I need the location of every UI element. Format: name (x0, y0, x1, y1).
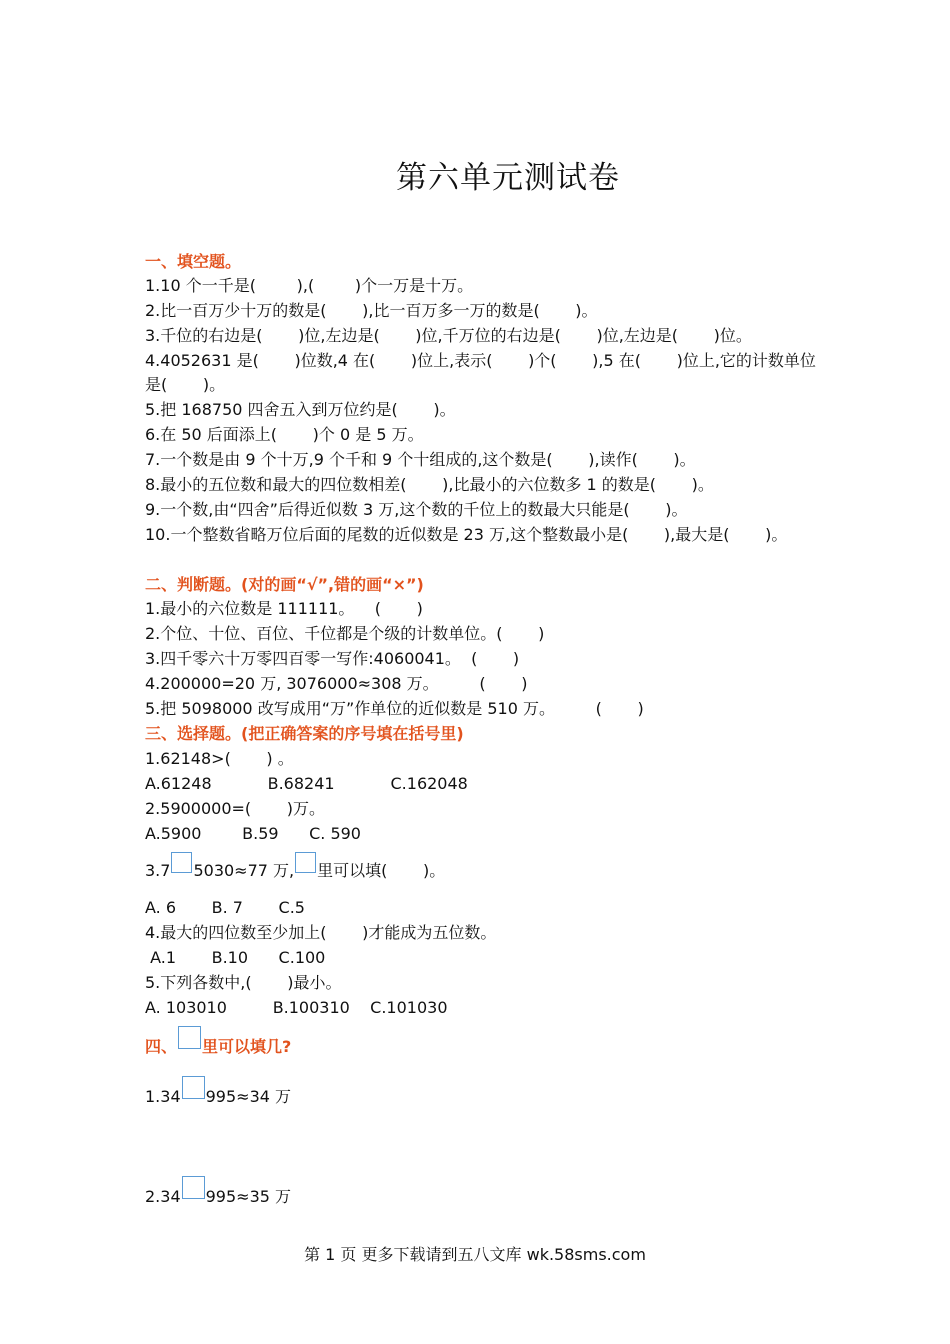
s4-q1-suffix: 995≈34 万 (205, 1087, 292, 1106)
page-title: 第六单元测试卷 (396, 160, 620, 196)
s3-question-4: 4.最大的四位数至少加上( )才能成为五位数。 (145, 923, 497, 942)
s3-q3-middle: 5030≈77 万, (193, 861, 295, 880)
s3-question-3 (145, 852, 445, 883)
s1-question-5: 5.把 168750 四舍五入到万位约是( )。 (145, 400, 456, 419)
page-footer (0, 1242, 950, 1265)
s1-question-7: 7.一个数是由 9 个十万,9 个千和 9 个十组成的,这个数是( ),读作( )。 (145, 450, 696, 469)
s3-question-2: 2.5900000=( )万。 (145, 799, 326, 818)
s4-question-1 (145, 1076, 291, 1109)
s3-question-4-options: A.1 B.10 C.100 (145, 948, 326, 967)
blank-box (182, 1076, 205, 1099)
s3-question-3-options: A. 6 B. 7 C.5 (145, 898, 305, 917)
s3-question-5: 5.下列各数中,( )最小。 (145, 973, 342, 992)
s4-q2-prefix: 2.34 (145, 1187, 181, 1206)
s1-question-8: 8.最小的五位数和最大的四位数相差( ),比最小的六位数多 1 的数是( )。 (145, 475, 714, 494)
s4-question-2 (145, 1176, 291, 1209)
s4-q1-prefix: 1.34 (145, 1087, 181, 1106)
s4-q2-suffix: 995≈35 万 (205, 1187, 292, 1206)
s2-question-1: 1.最小的六位数是 111111。 ( ) (145, 599, 423, 618)
s1-question-2: 2.比一百万少十万的数是( ),比一百万多一万的数是( )。 (145, 301, 598, 320)
s2-question-2: 2.个位、十位、百位、千位都是个级的计数单位。( ) (145, 624, 545, 643)
s4-heading-suffix: 里可以填几? (202, 1037, 292, 1056)
s3-question-2-options: A.5900 B.59 C. 590 (145, 824, 361, 843)
s1-question-4: 4.4052631 是( )位数,4 在( )位上,表示( )个( ),5 在( )位上,它的计数单位 (145, 351, 816, 370)
footer-download-link[interactable]: 更多下载请到五八文库 wk.58sms.com (361, 1245, 646, 1264)
section4-heading (145, 1026, 291, 1059)
s1-question-10: 10.一个整数省略万位后面的尾数的近似数是 23 万,这个整数最小是( ),最大是( )。 (145, 525, 788, 544)
blank-box (178, 1026, 201, 1049)
footer-page-number: 第 1 页 (304, 1245, 357, 1264)
blank-box (171, 852, 192, 873)
s1-question-9: 9.一个数,由“四舍”后得近似数 3 万,这个数的千位上的数最大只能是( )。 (145, 500, 688, 519)
s4-heading-prefix: 四、 (145, 1037, 178, 1056)
section2-heading: 二、判断题。(对的画“√”,错的画“×”) (145, 575, 424, 594)
s3-question-1: 1.62148>( ) 。 (145, 749, 294, 768)
blank-box (295, 852, 316, 873)
section1-heading: 一、填空题。 (145, 252, 242, 271)
s3-q3-suffix: 里可以填( )。 (317, 861, 446, 880)
s2-question-3: 3.四千零六十万零四百零一写作:4060041。 ( ) (145, 649, 520, 668)
s3-question-5-options: A. 103010 B.100310 C.101030 (145, 998, 448, 1017)
s1-question-6: 6.在 50 后面添上( )个 0 是 5 万。 (145, 425, 424, 444)
s2-question-5: 5.把 5098000 改写成用“万”作单位的近似数是 510 万。 ( ) (145, 699, 644, 718)
s1-question-4-cont: 是( )。 (145, 375, 226, 394)
s3-q3-prefix: 3.7 (145, 861, 171, 880)
s1-question-3: 3.千位的右边是( )位,左边是( )位,千万位的右边是( )位,左边是( )位。 (145, 326, 752, 345)
section3-heading: 三、选择题。(把正确答案的序号填在括号里) (145, 724, 464, 743)
s1-question-1: 1.10 个一千是( ),( )个一万是十万。 (145, 276, 474, 295)
s2-question-4: 4.200000=20 万, 3076000≈308 万。 ( ) (145, 674, 528, 693)
blank-box (182, 1176, 205, 1199)
s3-question-1-options: A.61248 B.68241 C.162048 (145, 774, 468, 793)
